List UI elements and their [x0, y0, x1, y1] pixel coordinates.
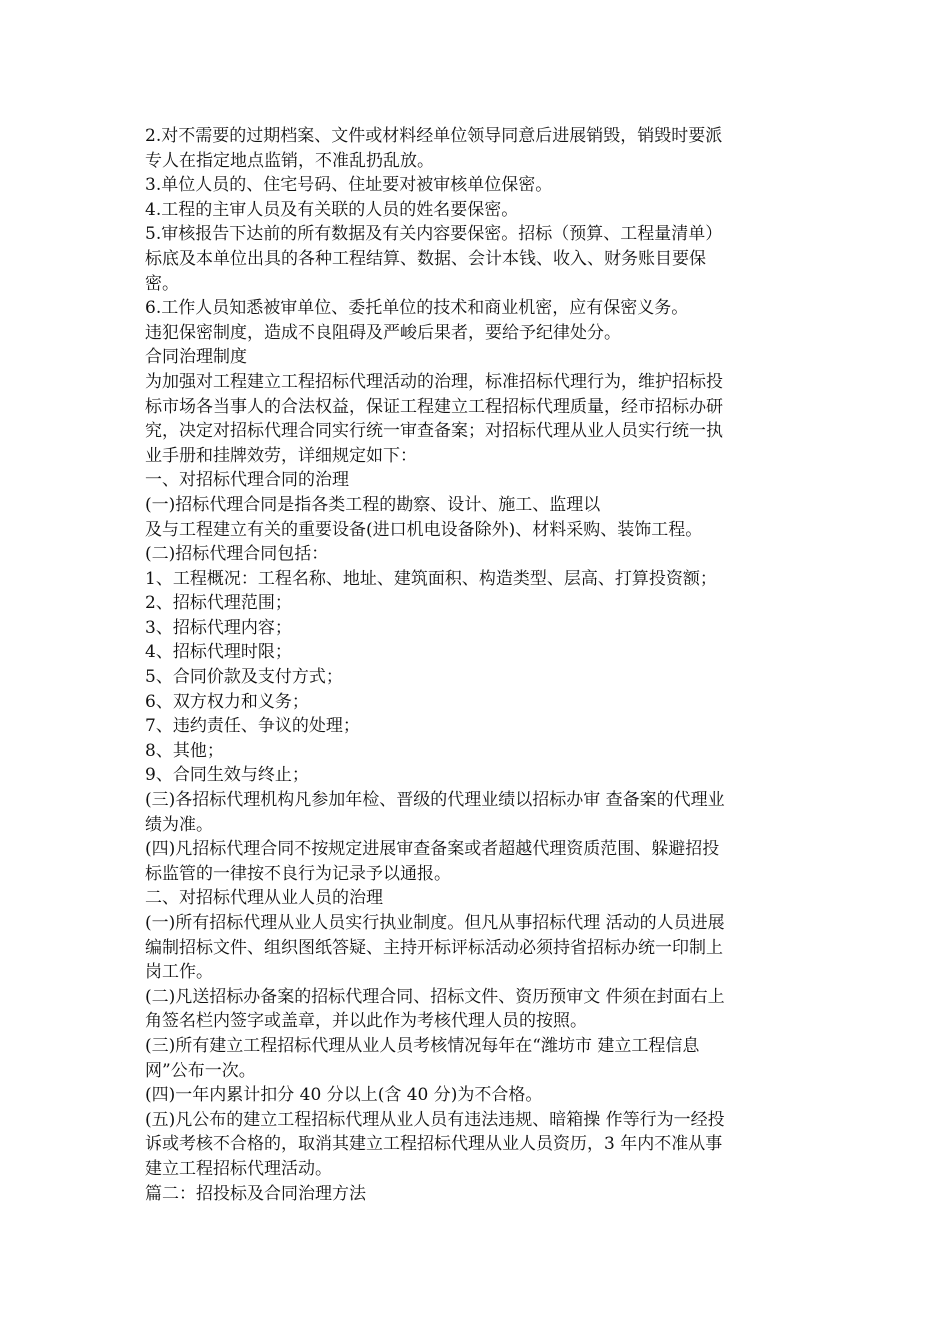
list-item: 7、违约责任、争议的处理； [145, 716, 360, 737]
text-line: 为加强对工程建立工程招标代理活动的治理，标准招标代理行为，维护招标投 [145, 371, 723, 392]
text-line: 绩为准。 [145, 814, 213, 835]
text-line: 标市场各当事人的合法权益，保证工程建立工程招标代理质量，经市招标办研 [145, 396, 723, 417]
text-line: (四)凡招标代理合同不按规定进展审查备案或者超越代理资质范围、躲避招投 [145, 839, 720, 860]
text-line: 6.工作人员知悉被审单位、委托单位的技术和商业机密，应有保密义务。 [145, 298, 689, 319]
text-line: (五)凡公布的建立工程招标代理从业人员有违法违规、暗箱操 作等行为一经投 [145, 1109, 725, 1130]
text-line: (三)各招标代理机构凡参加年检、晋级的代理业绩以招标办审 查备案的代理业 [145, 790, 725, 811]
section-heading: 二、对招标代理从业人员的治理 [145, 888, 383, 909]
text-line: (一)招标代理合同是指各类工程的勘察、设计、施工、监理以 [145, 494, 601, 515]
text-line: (二)凡送招标办备案的招标代理合同、招标文件、资历预审文 件须在封面右上 [145, 986, 725, 1007]
text-line: (三)所有建立工程招标代理从业人员考核情况每年在“潍坊市 建立工程信息 [145, 1035, 700, 1056]
text-line: 网”公布一次。 [145, 1060, 256, 1081]
list-item: 2、招标代理范围； [145, 593, 292, 614]
text-line: 5.审核报告下达前的所有数据及有关内容要保密。招标（预算、工程量清单） [145, 224, 723, 245]
text-line: 编制招标文件、组织图纸答疑、主持开标评标活动必须持省招标办统一印制上 [145, 937, 723, 958]
text-line: (一)所有招标代理从业人员实行执业制度。但凡从事招标代理 活动的人员进展 [145, 913, 725, 933]
section-heading: 合同治理制度 [145, 347, 247, 368]
text-line: 岗工作。 [145, 962, 213, 983]
text-line: 标监管的一律按不良行为记录予以通报。 [145, 863, 451, 884]
list-item: 1、工程概况：工程名称、地址、建筑面积、构造类型、层高、打算投资额； [145, 568, 717, 589]
text-line: (二)招标代理合同包括： [145, 544, 329, 565]
text-line: 诉或考核不合格的，取消其建立工程招标代理从业人员资历，3 年内不准从事 [145, 1134, 723, 1155]
document-body [145, 124, 810, 1206]
text-line: 标底及本单位出具的各种工程结算、数据、会计本钱、收入、财务账目要保 [145, 248, 706, 269]
list-item: 3、招标代理内容； [145, 617, 292, 638]
text-line: 及与工程建立有关的重要设备(进口机电设备除外)、材料采购、装饰工程。 [145, 519, 703, 540]
list-item: 5、合同价款及支付方式； [145, 667, 343, 688]
text-line: 4.工程的主审人员及有关联的人员的姓名要保密。 [145, 199, 519, 220]
text-line: 角签名栏内签字或盖章，并以此作为考核代理人员的按照。 [145, 1011, 587, 1032]
text-line: 密。 [145, 273, 179, 294]
text-line: 专人在指定地点监销，不准乱扔乱放。 [145, 150, 434, 171]
list-item: 9、合同生效与终止； [145, 765, 309, 786]
text-line: 违犯保密制度，造成不良阻碍及严峻后果者，要给予纪律处分。 [145, 322, 621, 343]
text-line: (四)一年内累计扣分 40 分以上(含 40 分)为不合格。 [145, 1085, 543, 1106]
text-line: 2.对不需要的过期档案、文件或材料经单位领导同意后进展销毁，销毁时要派 [145, 126, 723, 146]
section-heading: 一、对招标代理合同的治理 [145, 470, 349, 491]
list-item: 6、双方权力和义务； [145, 691, 309, 712]
list-item: 8、其他； [145, 740, 224, 761]
text-line: 究，决定对招标代理合同实行统一审查备案；对招标代理从业人员实行统一执 [145, 421, 723, 442]
section-heading: 篇二：招投标及合同治理方法 [145, 1183, 366, 1204]
text-line: 业手册和挂牌效劳，详细规定如下： [145, 445, 417, 466]
text-line: 3.单位人员的、住宅号码、住址要对被审核单位保密。 [145, 175, 553, 196]
text-line: 建立工程招标代理活动。 [145, 1158, 332, 1179]
list-item: 4、招标代理时限； [145, 642, 292, 663]
